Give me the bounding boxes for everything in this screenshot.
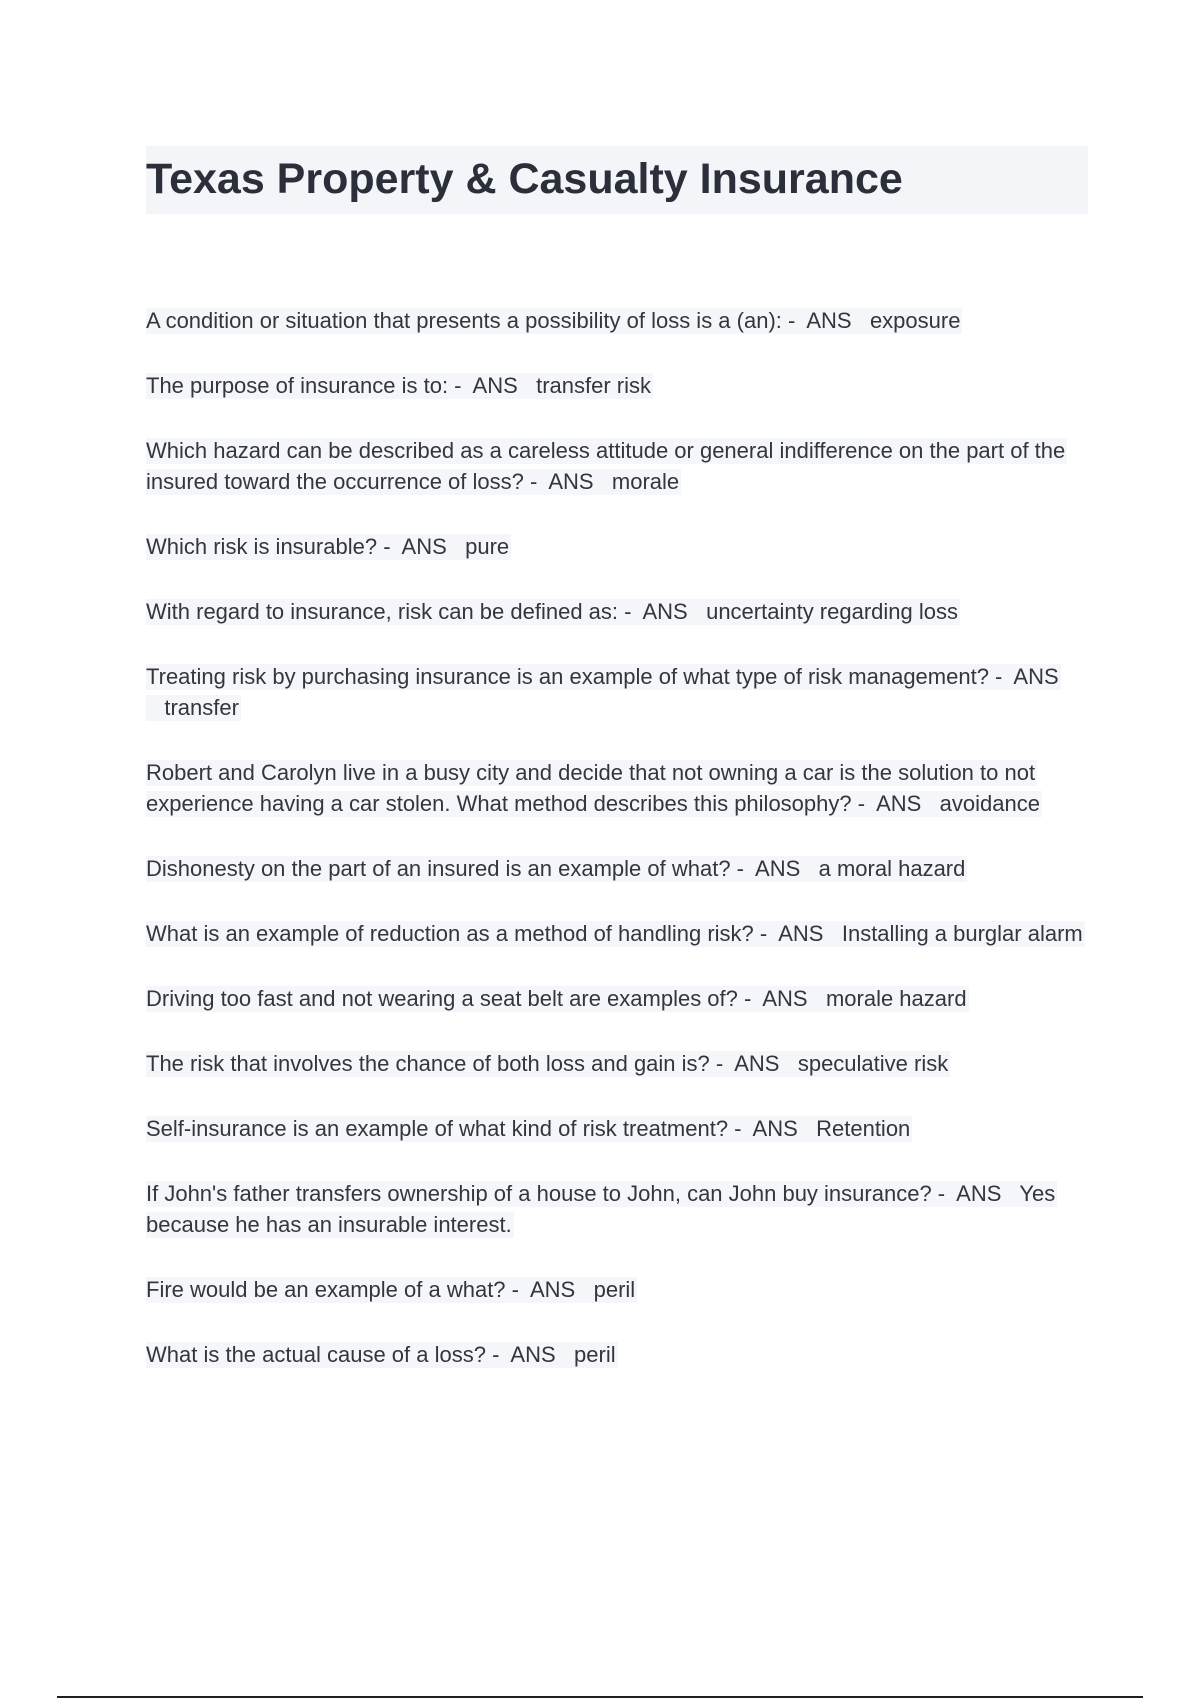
answer-text: uncertainty regarding loss: [706, 599, 958, 624]
question-text: A condition or situation that presents a possibility of loss is a (an): -: [146, 308, 796, 333]
answer-text: pure: [465, 534, 510, 559]
qa-text: [146, 599, 960, 625]
answer-marker: ANS: [956, 1181, 1002, 1206]
qa-text: [146, 308, 962, 334]
qa-text: [146, 534, 511, 560]
qa-item: [146, 596, 1091, 627]
question-text: What is the actual cause of a loss? -: [146, 1342, 500, 1367]
answer-marker: ANS: [530, 1277, 576, 1302]
question-text: Treating risk by purchasing insurance is an example of what type of risk management? -: [146, 664, 1003, 689]
answer-marker: ANS: [806, 308, 852, 333]
qa-text: [146, 921, 1085, 947]
answer-marker: ANS: [734, 1051, 780, 1076]
answer-text: transfer: [164, 695, 239, 720]
answer-marker: ANS: [752, 1116, 798, 1141]
qa-item: [146, 1113, 1091, 1144]
qa-text: [146, 438, 1067, 495]
answer-marker: ANS: [755, 856, 801, 881]
answer-marker: ANS: [876, 791, 922, 816]
answer-marker: ANS: [762, 986, 808, 1011]
answer-text: peril: [593, 1277, 636, 1302]
qa-item: [146, 757, 1091, 819]
qa-item: [146, 983, 1091, 1014]
answer-text: peril: [574, 1342, 616, 1367]
answer-text: morale hazard: [825, 986, 967, 1011]
question-text: Which hazard can be described as a careless attitude or general indifference on the part of the insured toward the occurrence of loss? -: [146, 438, 1066, 494]
qa-item: [146, 853, 1091, 884]
question-text: With regard to insurance, risk can be defined as: -: [146, 599, 632, 624]
answer-text: avoidance: [939, 791, 1040, 816]
question-text: If John's father transfers ownership of a house to John, can John buy insurance? -: [146, 1181, 946, 1206]
qa-item: [146, 1048, 1091, 1079]
qa-item: [146, 531, 1091, 562]
answer-text: transfer risk: [536, 373, 652, 398]
answer-text: a moral hazard: [818, 856, 966, 881]
qa-item: [146, 1274, 1091, 1305]
answer-marker: ANS: [401, 534, 447, 559]
qa-text: [146, 1277, 637, 1303]
qa-text: [146, 1116, 912, 1142]
answer-marker: ANS: [1013, 664, 1059, 689]
qa-text: [146, 760, 1042, 817]
question-text: Dishonesty on the part of an insured is an example of what? -: [146, 856, 745, 881]
question-text: Robert and Carolyn live in a busy city and decide that not owning a car is the solution to not experience having a car stolen. What method describes this philosophy? -: [146, 760, 1036, 816]
question-text: Self-insurance is an example of what kind of risk treatment? -: [146, 1116, 742, 1141]
qa-text: [146, 1181, 1057, 1238]
answer-marker: ANS: [472, 373, 518, 398]
qa-item: [146, 661, 1091, 723]
qa-list: [146, 305, 1091, 1404]
title-block: [146, 146, 1088, 214]
answer-text: speculative risk: [797, 1051, 949, 1076]
qa-item: [146, 1339, 1091, 1370]
question-text: The risk that involves the chance of both loss and gain is? -: [146, 1051, 724, 1076]
qa-text: [146, 664, 1061, 721]
qa-item: [146, 305, 1091, 336]
qa-text: [146, 986, 969, 1012]
answer-text: exposure: [869, 308, 961, 333]
answer-marker: ANS: [548, 469, 594, 494]
qa-text: [146, 373, 653, 399]
qa-item: [146, 435, 1091, 497]
qa-text: [146, 1051, 950, 1077]
qa-text: [146, 856, 967, 882]
page-title: Texas Property & Casualty Insurance: [146, 155, 903, 203]
footer-divider: [57, 1696, 1143, 1698]
qa-item: [146, 1178, 1091, 1240]
question-text: Fire would be an example of a what? -: [146, 1277, 519, 1302]
question-text: Which risk is insurable? -: [146, 534, 391, 559]
answer-text: Yes because he has an insurable interest.: [146, 1181, 1056, 1237]
answer-marker: ANS: [510, 1342, 556, 1367]
qa-text: [146, 1342, 618, 1368]
answer-marker: ANS: [642, 599, 688, 624]
question-text: What is an example of reduction as a method of handling risk? -: [146, 921, 768, 946]
qa-item: [146, 918, 1091, 949]
answer-text: morale: [611, 469, 680, 494]
answer-marker: ANS: [778, 921, 824, 946]
answer-text: Retention: [816, 1116, 911, 1141]
question-text: Driving too fast and not wearing a seat belt are examples of? -: [146, 986, 752, 1011]
qa-item: [146, 370, 1091, 401]
answer-text: Installing a burglar alarm: [841, 921, 1083, 946]
question-text: The purpose of insurance is to: -: [146, 373, 462, 398]
